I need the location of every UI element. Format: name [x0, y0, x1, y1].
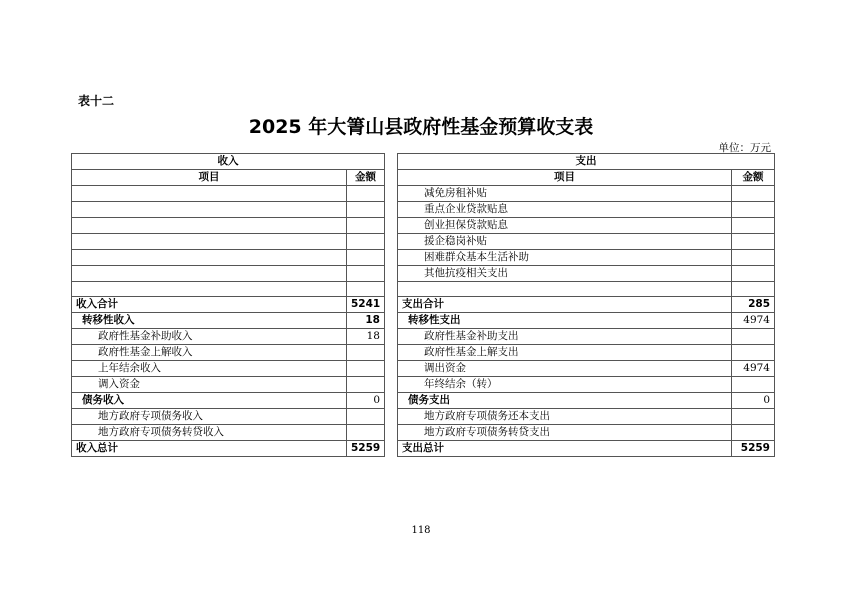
expense-amount [732, 377, 775, 393]
income-header: 收入 [72, 154, 385, 170]
income-total-label: 收入合计 [72, 297, 347, 313]
grand-income-amount: 5259 [347, 441, 385, 457]
grand-expense-label: 支出总计 [398, 441, 732, 457]
expense-item: 创业担保贷款贴息 [398, 218, 732, 234]
income-item: 上年结余收入 [72, 361, 347, 377]
income-amount [347, 345, 385, 361]
budget-table [71, 153, 775, 457]
expense-total-label: 支出合计 [398, 297, 732, 313]
expense-item: 政府性基金上解支出 [398, 345, 732, 361]
table-row [72, 282, 775, 297]
table-row [72, 186, 775, 202]
transfer-expense-label: 转移性支出 [398, 313, 732, 329]
expense-amount [732, 329, 775, 345]
grand-expense-amount: 5259 [732, 441, 775, 457]
debt-expense-amount: 0 [732, 393, 775, 409]
table-row [72, 218, 775, 234]
expense-amount [732, 345, 775, 361]
table-row [72, 250, 775, 266]
expense-item: 其他抗疫相关支出 [398, 266, 732, 282]
income-amount: 18 [347, 329, 385, 345]
table-row [72, 425, 775, 441]
transfer-income-label: 转移性收入 [72, 313, 347, 329]
page-title: 2025 年大箐山县政府性基金预算收支表 [248, 116, 594, 138]
expense-item: 地方政府专项债务转贷支出 [398, 425, 732, 441]
income-item: 政府性基金上解收入 [72, 345, 347, 361]
unit-label: 单位：万元 [718, 142, 771, 154]
income-amount-header: 金额 [347, 170, 385, 186]
table-row [72, 234, 775, 250]
expense-item: 政府性基金补助支出 [398, 329, 732, 345]
table-row [72, 313, 775, 329]
expense-item: 困难群众基本生活补助 [398, 250, 732, 266]
expense-item-header: 项目 [398, 170, 732, 186]
income-item: 政府性基金补助收入 [72, 329, 347, 345]
income-item-header: 项目 [72, 170, 347, 186]
table-row [72, 393, 775, 409]
debt-income-label: 债务收入 [72, 393, 347, 409]
expense-item: 地方政府专项债务还本支出 [398, 409, 732, 425]
debt-income-amount: 0 [347, 393, 385, 409]
table-row [72, 377, 775, 393]
page-number: 118 [411, 525, 431, 536]
table-row [72, 154, 775, 170]
expense-amount-header: 金额 [732, 170, 775, 186]
transfer-expense-amount: 4974 [732, 313, 775, 329]
table-row [72, 329, 775, 345]
income-item: 调入资金 [72, 377, 347, 393]
income-total-amount: 5241 [347, 297, 385, 313]
table-row [72, 266, 775, 282]
expense-item: 重点企业贷款贴息 [398, 202, 732, 218]
table-row [72, 170, 775, 186]
transfer-income-amount: 18 [347, 313, 385, 329]
income-item: 地方政府专项债务收入 [72, 409, 347, 425]
debt-expense-label: 债务支出 [398, 393, 732, 409]
table-row [72, 202, 775, 218]
expense-item: 调出资金 [398, 361, 732, 377]
table-row [72, 441, 775, 457]
expense-item: 减免房租补贴 [398, 186, 732, 202]
income-item: 地方政府专项债务转贷收入 [72, 425, 347, 441]
table-tag: 表十二 [78, 94, 115, 108]
table-row [72, 297, 775, 313]
table-row [72, 409, 775, 425]
expense-item: 年终结余（转） [398, 377, 732, 393]
income-amount [347, 361, 385, 377]
expense-item: 援企稳岗补贴 [398, 234, 732, 250]
income-amount [347, 377, 385, 393]
expense-header: 支出 [398, 154, 775, 170]
grand-income-label: 收入总计 [72, 441, 347, 457]
table-row [72, 361, 775, 377]
table-row [72, 345, 775, 361]
expense-total-amount: 285 [732, 297, 775, 313]
expense-amount: 4974 [732, 361, 775, 377]
